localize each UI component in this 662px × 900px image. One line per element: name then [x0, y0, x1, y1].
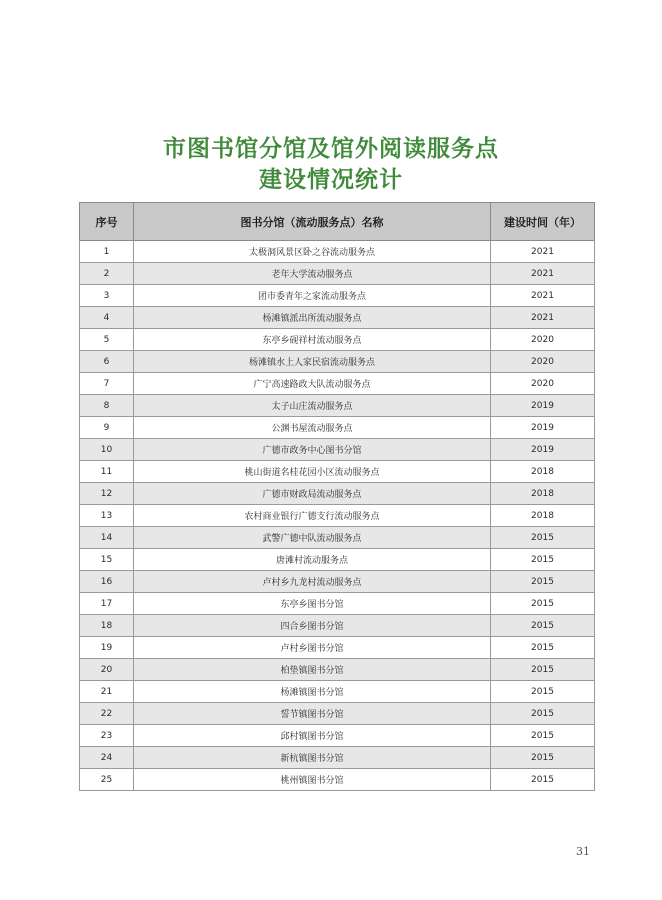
row-index: 5	[80, 329, 134, 351]
row-year: 2015	[491, 681, 595, 703]
row-index: 25	[80, 769, 134, 791]
row-index: 24	[80, 747, 134, 769]
table-row	[80, 241, 595, 263]
table-row	[80, 395, 595, 417]
header-name: 图书分馆（流动服务点）名称	[134, 203, 491, 241]
row-year: 2015	[491, 527, 595, 549]
row-index: 22	[80, 703, 134, 725]
row-name: 誓节镇图书分馆	[134, 703, 491, 725]
row-index: 9	[80, 417, 134, 439]
row-name: 太子山庄流动服务点	[134, 395, 491, 417]
row-name: 广宁高速路政大队流动服务点	[134, 373, 491, 395]
row-name: 武警广德中队流动服务点	[134, 527, 491, 549]
row-index: 11	[80, 461, 134, 483]
row-name: 东亭乡砚祥村流动服务点	[134, 329, 491, 351]
table-row	[80, 285, 595, 307]
table-row	[80, 637, 595, 659]
row-index: 21	[80, 681, 134, 703]
table-row	[80, 769, 595, 791]
page-number: 31	[576, 845, 590, 858]
table-row	[80, 439, 595, 461]
row-index: 17	[80, 593, 134, 615]
row-index: 16	[80, 571, 134, 593]
row-year: 2020	[491, 351, 595, 373]
row-name: 桃州镇图书分馆	[134, 769, 491, 791]
table-row	[80, 461, 595, 483]
table-row	[80, 549, 595, 571]
row-year: 2015	[491, 703, 595, 725]
row-year: 2018	[491, 461, 595, 483]
row-index: 13	[80, 505, 134, 527]
row-index: 8	[80, 395, 134, 417]
header-year: 建设时间（年）	[491, 203, 595, 241]
table-row	[80, 593, 595, 615]
row-name: 四合乡图书分馆	[134, 615, 491, 637]
row-year: 2021	[491, 285, 595, 307]
row-name: 杨滩镇水上人家民宿流动服务点	[134, 351, 491, 373]
table-row	[80, 329, 595, 351]
row-year: 2019	[491, 395, 595, 417]
row-name: 杨滩镇派出所流动服务点	[134, 307, 491, 329]
table-row	[80, 351, 595, 373]
table-row	[80, 659, 595, 681]
table-row	[80, 681, 595, 703]
table-header-row	[80, 203, 595, 241]
table-row	[80, 527, 595, 549]
row-index: 1	[80, 241, 134, 263]
row-year: 2019	[491, 417, 595, 439]
row-name: 桃山街道名桂花园小区流动服务点	[134, 461, 491, 483]
table-row	[80, 747, 595, 769]
table-row	[80, 373, 595, 395]
table-row	[80, 725, 595, 747]
row-name: 卢村乡图书分馆	[134, 637, 491, 659]
row-year: 2021	[491, 263, 595, 285]
row-name: 农村商业银行广德支行流动服务点	[134, 505, 491, 527]
row-year: 2015	[491, 637, 595, 659]
row-name: 老年大学流动服务点	[134, 263, 491, 285]
table-row	[80, 263, 595, 285]
row-name: 团市委青年之家流动服务点	[134, 285, 491, 307]
table-row	[80, 307, 595, 329]
row-year: 2019	[491, 439, 595, 461]
row-index: 18	[80, 615, 134, 637]
table-row	[80, 505, 595, 527]
row-name: 东亭乡图书分馆	[134, 593, 491, 615]
row-index: 19	[80, 637, 134, 659]
row-name: 唐滩村流动服务点	[134, 549, 491, 571]
table-row	[80, 571, 595, 593]
table-row	[80, 703, 595, 725]
row-year: 2015	[491, 593, 595, 615]
row-year: 2020	[491, 373, 595, 395]
document-title-line-2: 建设情况统计	[259, 167, 403, 193]
row-year: 2015	[491, 615, 595, 637]
row-year: 2020	[491, 329, 595, 351]
row-index: 6	[80, 351, 134, 373]
row-year: 2018	[491, 483, 595, 505]
row-year: 2015	[491, 571, 595, 593]
row-index: 14	[80, 527, 134, 549]
row-index: 4	[80, 307, 134, 329]
table-row	[80, 417, 595, 439]
row-name: 公渊书屋流动服务点	[134, 417, 491, 439]
row-name: 柏垫镇图书分馆	[134, 659, 491, 681]
table-row	[80, 483, 595, 505]
row-name: 太极洞风景区卧之谷流动服务点	[134, 241, 491, 263]
header-index: 序号	[80, 203, 134, 241]
row-year: 2015	[491, 725, 595, 747]
row-name: 广德市财政局流动服务点	[134, 483, 491, 505]
row-index: 23	[80, 725, 134, 747]
row-year: 2021	[491, 307, 595, 329]
row-year: 2015	[491, 747, 595, 769]
row-year: 2015	[491, 659, 595, 681]
document-title-line-1: 市图书馆分馆及馆外阅读服务点	[163, 136, 499, 162]
row-name: 邱村镇图书分馆	[134, 725, 491, 747]
row-year: 2015	[491, 769, 595, 791]
row-name: 卢村乡九龙村流动服务点	[134, 571, 491, 593]
row-year: 2018	[491, 505, 595, 527]
table-row	[80, 615, 595, 637]
row-index: 10	[80, 439, 134, 461]
row-index: 20	[80, 659, 134, 681]
service-points-table	[79, 202, 595, 791]
row-name: 杨滩镇图书分馆	[134, 681, 491, 703]
row-name: 广德市政务中心图书分馆	[134, 439, 491, 461]
row-year: 2015	[491, 549, 595, 571]
row-year: 2021	[491, 241, 595, 263]
row-name: 新杭镇图书分馆	[134, 747, 491, 769]
row-index: 7	[80, 373, 134, 395]
row-index: 3	[80, 285, 134, 307]
row-index: 12	[80, 483, 134, 505]
row-index: 15	[80, 549, 134, 571]
row-index: 2	[80, 263, 134, 285]
